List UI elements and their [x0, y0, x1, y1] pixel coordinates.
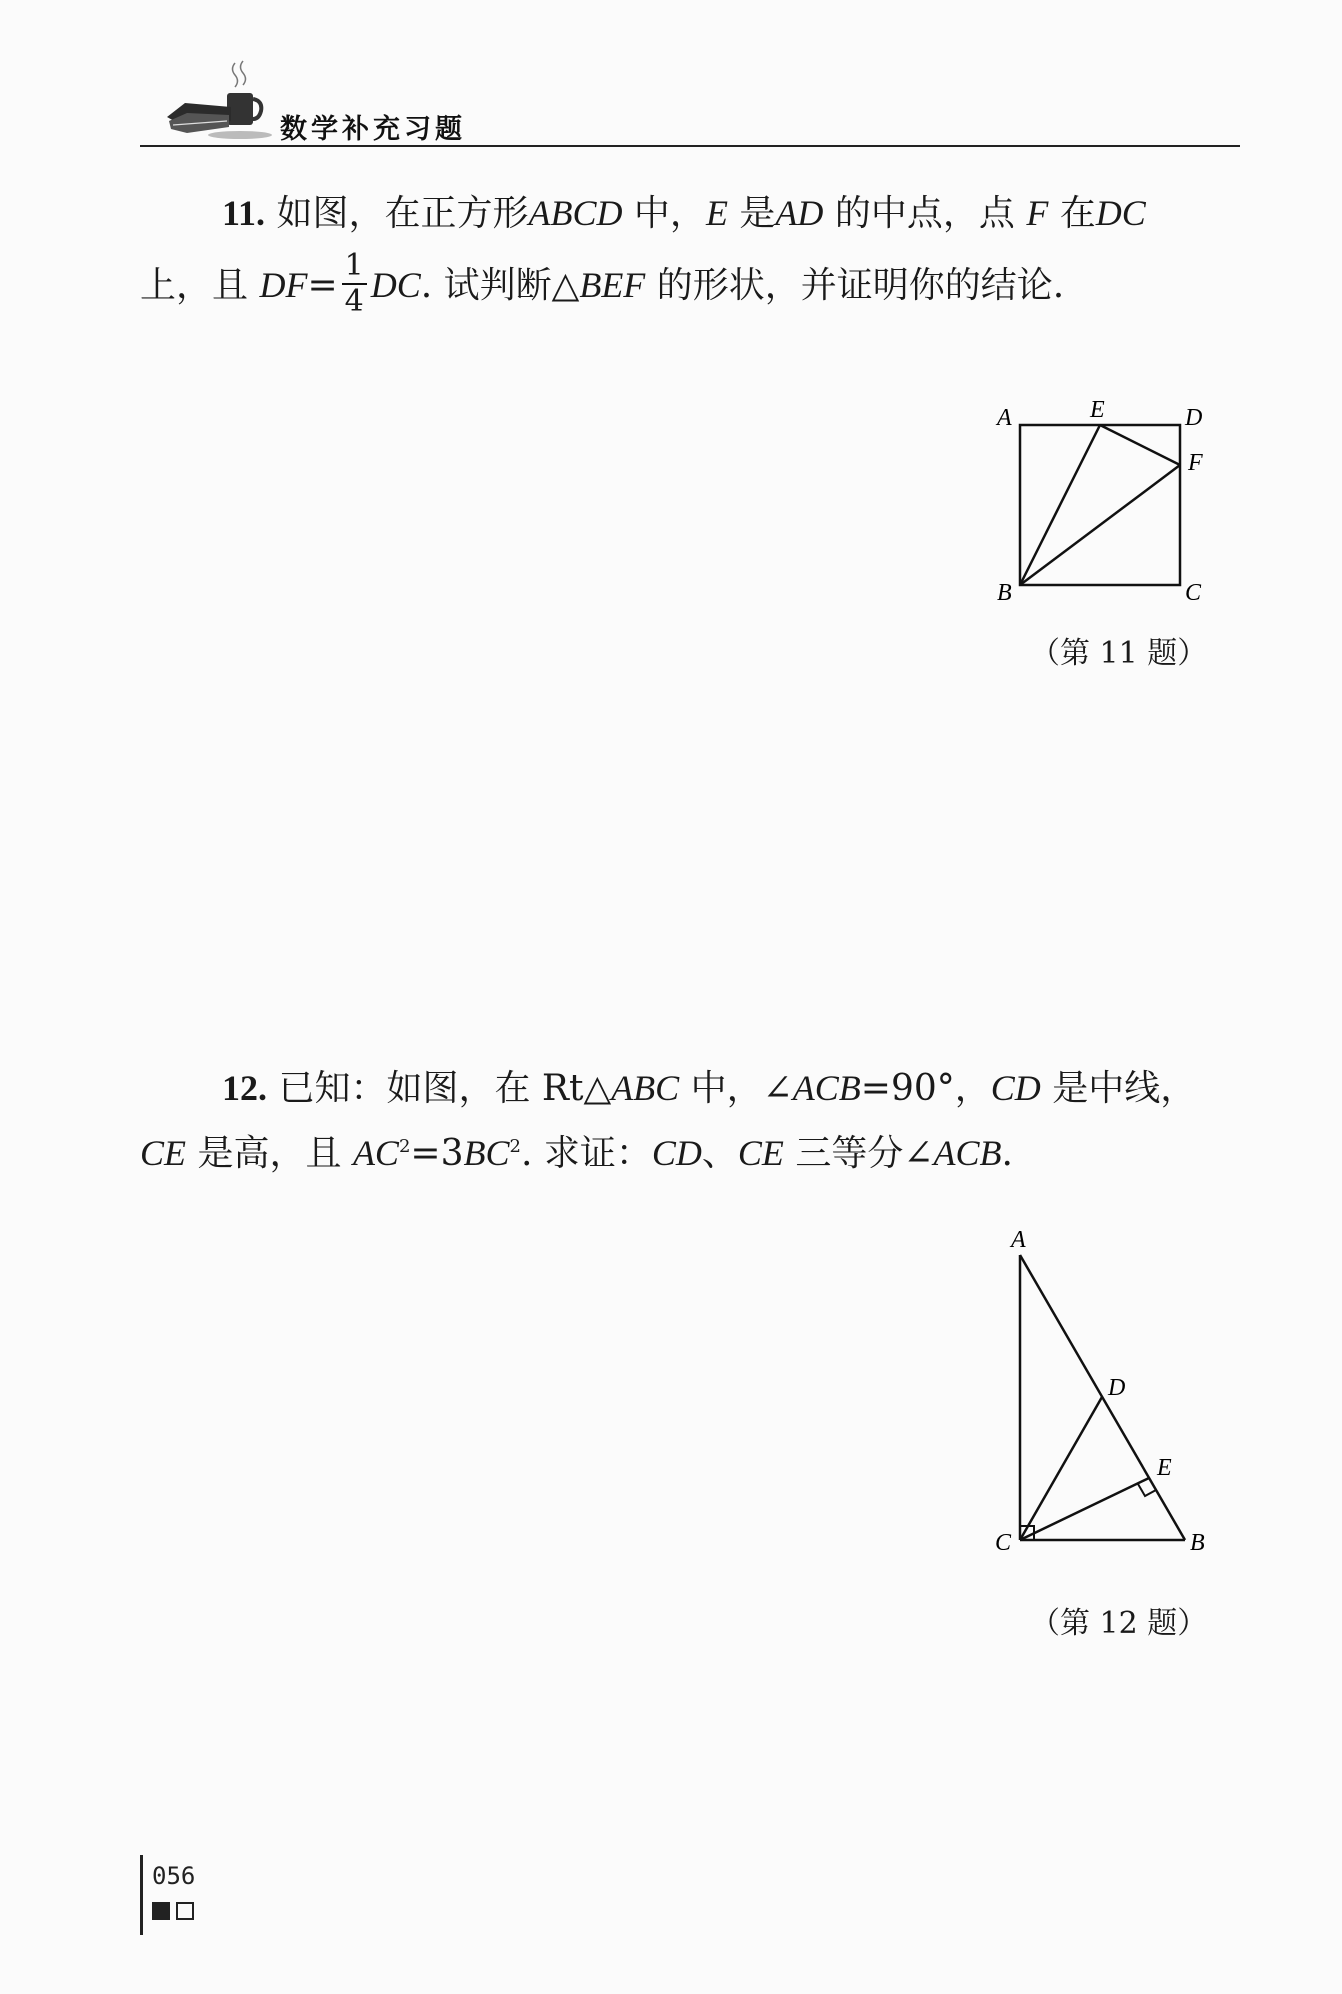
text: 上，且: [140, 265, 249, 306]
math-var: ABC: [611, 1068, 680, 1108]
fraction-numerator: 1: [342, 251, 367, 285]
text: 是高，且: [197, 1133, 342, 1174]
math-var: F: [1026, 193, 1049, 233]
label-B: B: [1190, 1530, 1205, 1555]
label-A: A: [997, 405, 1012, 431]
label-F: F: [1188, 450, 1203, 476]
math-var: CD: [990, 1068, 1041, 1108]
problem-11-line-2: [140, 248, 1065, 321]
figure-11-square: [985, 390, 1215, 610]
page-header: [140, 55, 1240, 150]
footer-bar: [140, 1855, 143, 1935]
math-var: ACB: [792, 1068, 861, 1108]
problem-11: [140, 195, 1240, 355]
math-var: ABCD: [528, 193, 623, 233]
superscript: 2: [398, 1136, 411, 1157]
text: =90°，: [860, 1068, 991, 1109]
problem-number: 11.: [222, 193, 266, 233]
text: 的中点，点: [834, 193, 1015, 234]
problem-12-line-2: [140, 1135, 1013, 1172]
math-var: DF: [259, 265, 308, 305]
text: 中，∠: [690, 1068, 793, 1109]
math-var: CD: [651, 1133, 702, 1173]
header-rule: [140, 145, 1240, 147]
filled-square-icon: [152, 1902, 170, 1920]
text: .: [1001, 1133, 1013, 1174]
math-var: ACB: [933, 1133, 1002, 1173]
book-and-cup-icon: [165, 55, 275, 140]
math-var: DC: [1095, 193, 1146, 233]
label-E: E: [1090, 397, 1105, 423]
label-A: A: [1011, 1227, 1026, 1253]
problem-12-line-1: [222, 1070, 1196, 1107]
label-B: B: [997, 580, 1012, 606]
figure-12-triangle: [985, 1225, 1225, 1555]
page-number: 056: [152, 1862, 196, 1890]
superscript: 2: [509, 1136, 521, 1157]
problem-number: 12.: [222, 1068, 267, 1108]
math-var: BEF: [579, 265, 646, 305]
math-var: AC: [352, 1133, 399, 1173]
text: 如图，在正方形: [265, 193, 529, 234]
math-var: BC: [463, 1133, 510, 1173]
fraction-denominator: 4: [344, 284, 364, 319]
label-D: D: [1185, 405, 1203, 431]
text: . 试判断△: [420, 265, 580, 306]
book-title: 数学补充习题: [280, 114, 466, 145]
text: 、: [701, 1133, 738, 1174]
problem-11-line-1: [222, 195, 1146, 232]
text: . 求证：: [520, 1133, 652, 1174]
empty-square-icon: [176, 1902, 194, 1920]
text: =3: [410, 1133, 464, 1174]
text: 中，: [633, 193, 706, 234]
math-var: CE: [737, 1133, 784, 1173]
text: 已知：如图，在 Rt△: [267, 1068, 612, 1109]
text: 是中线，: [1052, 1068, 1197, 1109]
text: 是: [739, 193, 776, 234]
figure-12-caption: （第 12 题）: [1030, 1606, 1208, 1641]
label-E: E: [1157, 1455, 1172, 1481]
equals-sign: =: [307, 265, 338, 306]
label-D: D: [1108, 1375, 1126, 1401]
text: 三等分∠: [795, 1133, 934, 1174]
math-var: DC: [370, 265, 421, 305]
text: 的形状，并证明你的结论.: [656, 265, 1065, 306]
problem-12: [140, 1070, 1240, 1190]
label-C: C: [1185, 580, 1202, 606]
fraction: [342, 248, 367, 319]
text: 在: [1059, 193, 1096, 234]
figure-11-caption: （第 11 题）: [1030, 636, 1208, 671]
label-C: C: [995, 1530, 1012, 1555]
math-var: AD: [775, 193, 824, 233]
math-var: CE: [140, 1133, 187, 1173]
math-var: E: [705, 193, 728, 233]
